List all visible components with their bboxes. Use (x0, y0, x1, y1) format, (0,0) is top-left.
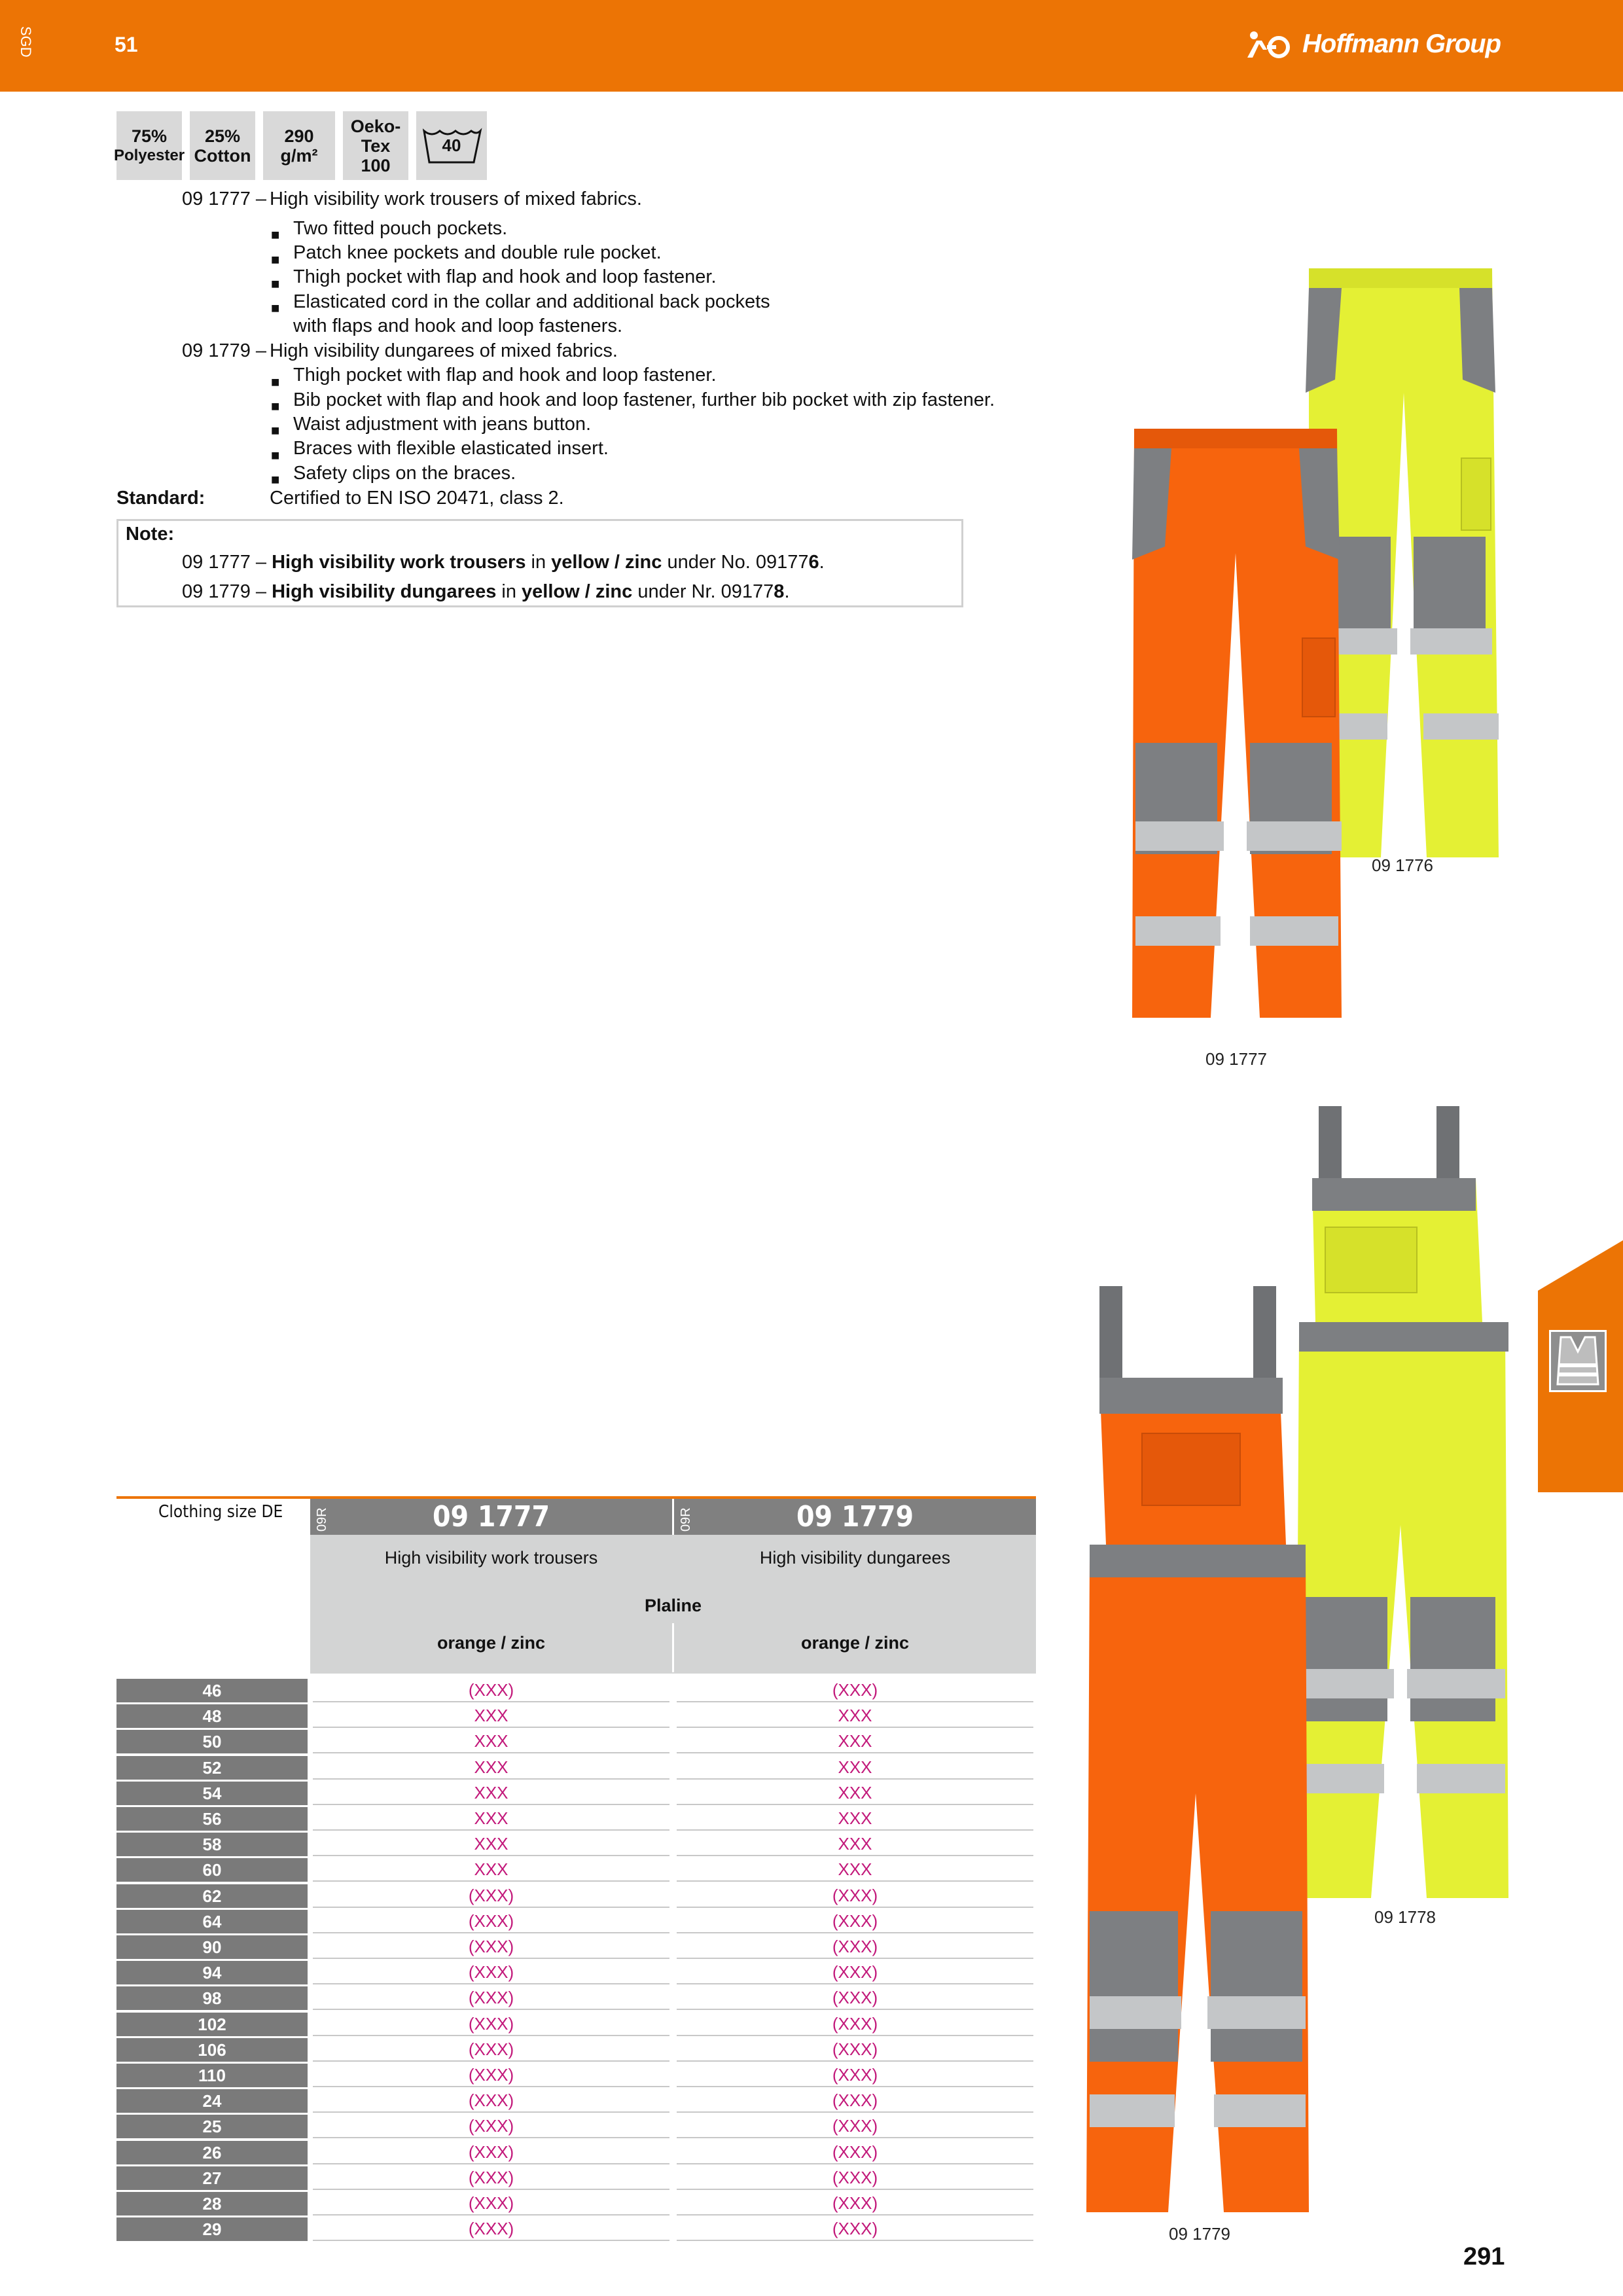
desc-bullet: Two fitted pouch pockets. (293, 218, 508, 239)
bullet-icon: ■ (271, 398, 280, 414)
dungarees-orange-image (1083, 1283, 1309, 2225)
col1-value-cell: (XXX) (313, 1986, 669, 2010)
col2-value-cell: (XXX) (677, 1884, 1033, 1908)
col2-name: High visibility dungarees (759, 1547, 951, 1568)
col2-value-cell: XXX (677, 1730, 1033, 1753)
col-divider (672, 1623, 674, 1672)
size-cell: 26 (116, 2141, 308, 2164)
note-end: . (784, 581, 790, 602)
col1-color: orange / zinc (437, 1632, 546, 1653)
col2-value-cell: XXX (677, 1833, 1033, 1856)
hoffmann-logo-icon (1245, 30, 1296, 59)
bullet-icon: ■ (271, 226, 280, 243)
note-line-1 (182, 552, 825, 573)
material-badges (113, 111, 487, 180)
desc-code-1: 09 1777 – (182, 188, 267, 209)
col1-value-cell: (XXX) (313, 2064, 669, 2087)
bullet-icon: ■ (271, 374, 280, 390)
note-color: yellow / zinc (551, 552, 662, 573)
col1-value-cell: (XXX) (313, 2115, 669, 2138)
bullet-icon: ■ (271, 251, 280, 268)
photo-label: 09 1776 (1372, 855, 1433, 875)
col2-value-cell: (XXX) (677, 1679, 1033, 1702)
badge-value: 290 (284, 126, 314, 146)
side-code: SGD (18, 26, 34, 58)
col2-value-cell: XXX (677, 1807, 1033, 1831)
col1-value-cell: XXX (313, 1730, 669, 1753)
col1-value-cell: (XXX) (313, 1679, 669, 1702)
desc-bullet-cont: with flaps and hook and loop fasteners. (293, 315, 622, 336)
wash-40-icon (416, 111, 487, 180)
col2-value-cell: (XXX) (677, 2089, 1033, 2113)
size-cell: 106 (116, 2038, 308, 2062)
size-cell: 48 (116, 1704, 308, 1728)
col2-value-cell: (XXX) (677, 2064, 1033, 2087)
col1-value-cell: (XXX) (313, 2013, 669, 2036)
size-cell: 46 (116, 1679, 308, 1702)
col2-value-cell: (XXX) (677, 1961, 1033, 1984)
col2-value-cell: (XXX) (677, 2192, 1033, 2215)
badge-polyester (113, 111, 185, 180)
material-label: Plaline (644, 1595, 702, 1615)
col1-code-header (310, 1499, 672, 1535)
badge-label: Cotton (194, 145, 251, 166)
badge-weight (263, 111, 335, 180)
col1-value-cell: (XXX) (313, 1961, 669, 1984)
col2-value-cell: XXX (677, 1782, 1033, 1805)
note-code: 09 1777 – (182, 552, 267, 573)
desc-bullet: Patch knee pockets and double rule pocket. (293, 242, 662, 263)
trousers-orange-image (1129, 422, 1345, 1031)
note-word: in (501, 581, 516, 602)
bullet-icon: ■ (271, 471, 280, 488)
badge-line: 100 (361, 155, 391, 175)
col2-code-header (674, 1499, 1036, 1535)
size-cell: 64 (116, 1910, 308, 1933)
size-cell: 24 (116, 2089, 308, 2113)
note-digit: 8 (774, 581, 785, 602)
note-digit: 6 (808, 552, 819, 573)
brand-logo (1245, 29, 1501, 59)
bullet-icon: ■ (271, 276, 280, 292)
size-cell: 54 (116, 1782, 308, 1805)
col2-value-cell: (XXX) (677, 1986, 1033, 2010)
col1-value-cell: XXX (313, 1833, 669, 1856)
col2-value-cell: (XXX) (677, 2217, 1033, 2241)
desc-bullet: Braces with flexible elasticated insert. (293, 438, 609, 459)
wash-temperature: 40 (442, 135, 461, 155)
photo-label: 09 1777 (1205, 1049, 1267, 1069)
badge-cotton (190, 111, 255, 180)
col2-code: 09 1779 (796, 1500, 914, 1534)
col2-prefix: 09R (679, 1507, 693, 1532)
size-column-header: Clothing size DE (158, 1502, 283, 1522)
photo-label: 09 1778 (1374, 1907, 1436, 1927)
note-product: High visibility work trousers (272, 552, 526, 573)
col2-value-cell: (XXX) (677, 2166, 1033, 2190)
size-cell: 90 (116, 1935, 308, 1959)
size-cell: 56 (116, 1807, 308, 1831)
size-cell: 27 (116, 2166, 308, 2190)
col2-value-cell: (XXX) (677, 1910, 1033, 1933)
photo-label: 09 1779 (1169, 2224, 1230, 2244)
col1-value-cell: (XXX) (313, 1935, 669, 1959)
note-end: . (819, 552, 825, 573)
bullet-icon: ■ (271, 447, 280, 463)
size-cell: 98 (116, 1986, 308, 2010)
page-number: 291 (1463, 2243, 1505, 2270)
badge-label: g/m² (280, 145, 318, 166)
col1-value-cell: (XXX) (313, 2141, 669, 2164)
col1-value-cell: XXX (313, 1807, 669, 1831)
col2-value-cell: (XXX) (677, 2013, 1033, 2036)
col2-color: orange / zinc (800, 1632, 910, 1653)
desc-bullet: Thigh pocket with flap and hook and loop fastener. (293, 365, 717, 386)
size-cell: 25 (116, 2115, 308, 2138)
col1-value-cell: XXX (313, 1782, 669, 1805)
note-label: Note: (126, 524, 175, 545)
col1-value-cell: XXX (313, 1858, 669, 1882)
col1-name: High visibility work trousers (384, 1547, 598, 1568)
desc-code-2: 09 1779 – (182, 340, 267, 361)
badge-line: Oeko- (350, 116, 401, 136)
desc-bullet: Bib pocket with flap and hook and loop fastener, further bib pocket with zip fastener. (293, 389, 995, 410)
note-product: High visibility dungarees (272, 581, 497, 602)
col1-value-cell: (XXX) (313, 1884, 669, 1908)
note-color: yellow / zinc (522, 581, 633, 602)
standard-text: Certified to EN ISO 20471, class 2. (270, 488, 564, 509)
size-cell: 28 (116, 2192, 308, 2215)
col1-value-cell: (XXX) (313, 2089, 669, 2113)
note-line-2 (182, 581, 790, 603)
size-cell: 29 (116, 2217, 308, 2241)
standard-label: Standard: (116, 488, 205, 509)
col1-value-cell: XXX (313, 1756, 669, 1780)
col1-value-cell: (XXX) (313, 2166, 669, 2190)
col1-prefix: 09R (315, 1507, 329, 1532)
size-cell: 62 (116, 1884, 308, 1908)
col1-value-cell: (XXX) (313, 2038, 669, 2062)
size-cell: 102 (116, 2013, 308, 2036)
col2-value-cell: (XXX) (677, 2141, 1033, 2164)
note-under: under No. 09177 (667, 552, 809, 573)
badge-value: 25% (204, 126, 241, 146)
dungarees-yellow-image (1286, 1106, 1512, 1911)
col1-value-cell: (XXX) (313, 2192, 669, 2215)
col2-value-cell: XXX (677, 1756, 1033, 1780)
hivis-vest-icon (1549, 1330, 1607, 1392)
col2-value-cell: (XXX) (677, 2115, 1033, 2138)
desc-bullet: Waist adjustment with jeans button. (293, 414, 592, 435)
desc-bullet: Thigh pocket with flap and hook and loop fastener. (293, 266, 717, 287)
badge-label: Polyester (113, 146, 185, 164)
col2-value-cell: (XXX) (677, 2038, 1033, 2062)
desc-title-1: High visibility work trousers of mixed fabrics. (270, 188, 642, 209)
vest-icon (1551, 1332, 1605, 1390)
desc-title-2: High visibility dungarees of mixed fabrics. (270, 340, 618, 361)
bullet-icon: ■ (271, 300, 280, 316)
section-number: 51 (115, 33, 138, 56)
badge-oeko-tex (343, 111, 408, 180)
size-cell: 94 (116, 1961, 308, 1984)
desc-bullet: Safety clips on the braces. (293, 463, 516, 484)
badge-line: Tex (361, 135, 391, 156)
note-under: under Nr. 09177 (637, 581, 774, 602)
desc-bullet: Elasticated cord in the collar and additional back pockets (293, 291, 770, 312)
col1-value-cell: XXX (313, 1704, 669, 1728)
size-cell: 58 (116, 1833, 308, 1856)
col1-value-cell: (XXX) (313, 1910, 669, 1933)
col2-value-cell: XXX (677, 1704, 1033, 1728)
note-code: 09 1779 – (182, 581, 267, 602)
size-cell: 60 (116, 1858, 308, 1882)
bullet-icon: ■ (271, 422, 280, 439)
note-word: in (531, 552, 546, 573)
badge-value: 75% (131, 126, 168, 146)
size-cell: 110 (116, 2064, 308, 2087)
col1-code: 09 1777 (432, 1500, 550, 1534)
size-cell: 52 (116, 1756, 308, 1780)
brand-name: Hoffmann Group (1302, 29, 1501, 58)
col2-value-cell: XXX (677, 1858, 1033, 1882)
col2-value-cell: (XXX) (677, 1935, 1033, 1959)
size-cell: 50 (116, 1730, 308, 1753)
col1-value-cell: (XXX) (313, 2217, 669, 2241)
